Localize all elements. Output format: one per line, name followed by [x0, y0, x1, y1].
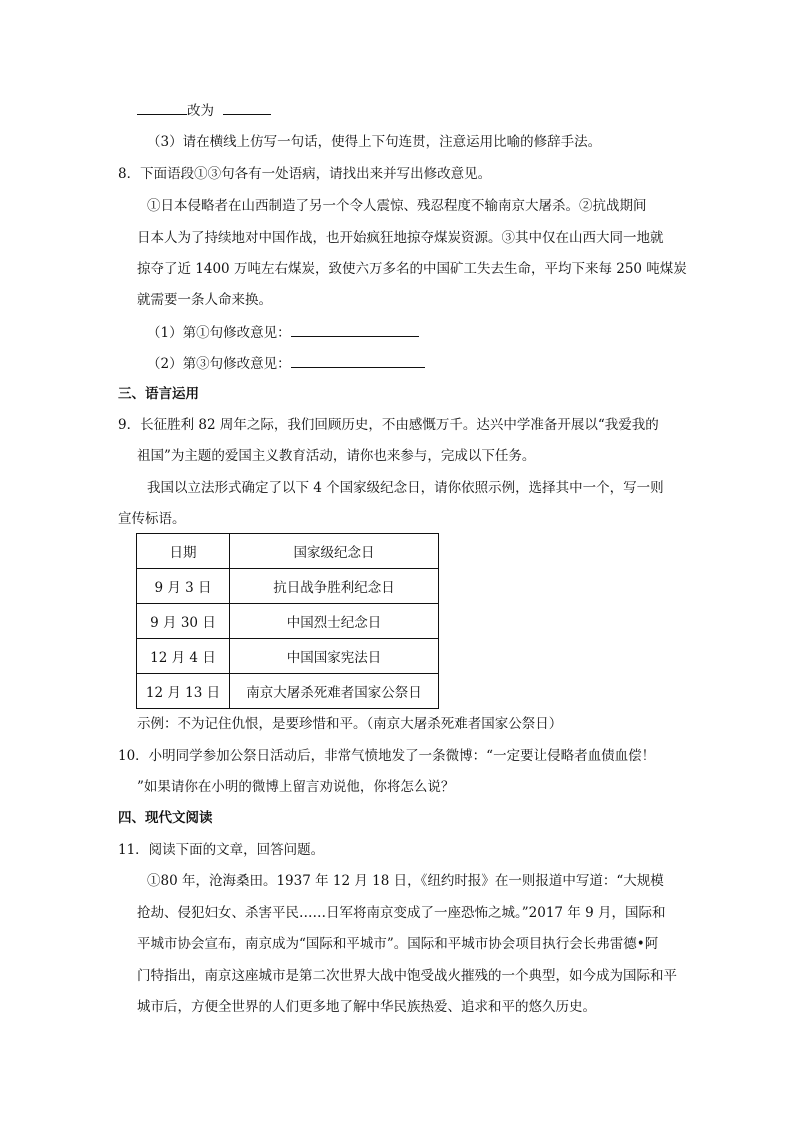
- q8-paragraph-line: ①日本侵略者在山西制造了另一个令人震惊、残忍程度不输南京大屠杀。②抗战期间: [147, 198, 647, 214]
- table-cell-name: 抗日战争胜利纪念日: [230, 569, 439, 604]
- table-cell-date: 9 月 30 日: [137, 604, 230, 639]
- table-header-row: [137, 534, 439, 569]
- q11-paragraph-line: 抢劫、侵犯妇女、杀害平民……日军将南京变成了一座恐怖之城。”2017 年 9 月，国际和: [137, 905, 666, 921]
- q8-paragraph-line: 就需要一条人命来换。: [137, 292, 272, 308]
- q9-intro-line: 我国以立法形式确定了以下 4 个国家级纪念日，请你依照示例，选择其中一个，写一则: [147, 480, 664, 496]
- table-row: [137, 674, 439, 709]
- q11-paragraph-line: 门特指出，南京这座城市是第二次世界大战中饱受战火摧残的一个典型，如今成为国际和平: [137, 968, 677, 984]
- table-cell-name: 中国国家宪法日: [230, 639, 439, 674]
- q11-paragraph-line: 平城市协会宣布，南京成为“国际和平城市”。国际和平城市协会项目执行会长弗雷德•阿: [137, 936, 659, 952]
- rewrite-line: [137, 100, 271, 121]
- q9-line: 9．长征胜利 82 周年之际，我们回顾历史，不由感慨万千。达兴中学准备开展以“我爱我的: [118, 417, 659, 433]
- table-row: [137, 604, 439, 639]
- table-cell-date: 9 月 3 日: [137, 569, 230, 604]
- answer-blank[interactable]: [291, 322, 419, 337]
- q8-sub2: [147, 353, 425, 374]
- section-heading: 四、现代文阅读: [118, 810, 213, 826]
- q9-line: 祖国”为主题的爱国主义教育活动，请你也来参与，完成以下任务。: [137, 448, 536, 464]
- table-header: 国家级纪念日: [230, 534, 439, 569]
- q8-sub1-label: （1）第①句修改意见：: [147, 325, 291, 341]
- q11-paragraph-line: 城市后，方便全世界的人们更多地了解中华民族热爱、追求和平的悠久历史。: [137, 999, 596, 1015]
- table-row: [137, 639, 439, 674]
- q9-example: 示例：不为记住仇恨，是要珍惜和平。（南京大屠杀死难者国家公祭日）: [137, 716, 563, 732]
- answer-blank[interactable]: [223, 100, 271, 115]
- rewrite-label: 改为: [187, 103, 214, 119]
- table-cell-date: 12 月 13 日: [137, 674, 230, 709]
- q8-prompt: 8．下面语段①③句各有一处语病，请找出来并写出修改意见。: [118, 166, 492, 182]
- q8-paragraph-line: 掠夺了近 1400 万吨左右煤炭，致使六万多名的中国矿工失去生命，平均下来每 250 吨煤炭: [137, 261, 687, 277]
- q7-sub3: （3）请在横线上仿写一句话，使得上下句连贯，注意运用比喻的修辞手法。: [147, 134, 602, 150]
- answer-blank[interactable]: [137, 100, 187, 115]
- table-cell-name: 中国烈士纪念日: [230, 604, 439, 639]
- table-header: 日期: [137, 534, 230, 569]
- table-cell-date: 12 月 4 日: [137, 639, 230, 674]
- q8-sub2-label: （2）第③句修改意见：: [147, 356, 291, 372]
- q8-paragraph-line: 日本人为了持续地对中国作战，也开始疯狂地掠夺煤炭资源。③其中仅在山西大同一地就: [137, 230, 664, 246]
- memorial-days-table: [136, 533, 439, 709]
- q9-intro-line: 宣传标语。: [118, 511, 186, 527]
- table-cell-name: 南京大屠杀死难者国家公祭日: [230, 674, 439, 709]
- q10-line: 10．小明同学参加公祭日活动后，非常气愤地发了一条微博：“一定要让侵略者血债血偿！: [118, 748, 656, 764]
- section-heading: 三、语言运用: [118, 386, 199, 402]
- answer-blank[interactable]: [291, 353, 425, 368]
- q10-line: ”如果请你在小明的微博上留言劝说他，你将怎么说？: [137, 779, 455, 795]
- q11-paragraph-line: ①80 年，沧海桑田。1937 年 12 月 18 日，《纽约时报》在一则报道中写道：“大规模: [147, 873, 664, 889]
- q11-prompt: 11．阅读下面的文章，回答问题。: [118, 842, 325, 858]
- q8-sub1: [147, 322, 419, 343]
- table-row: [137, 569, 439, 604]
